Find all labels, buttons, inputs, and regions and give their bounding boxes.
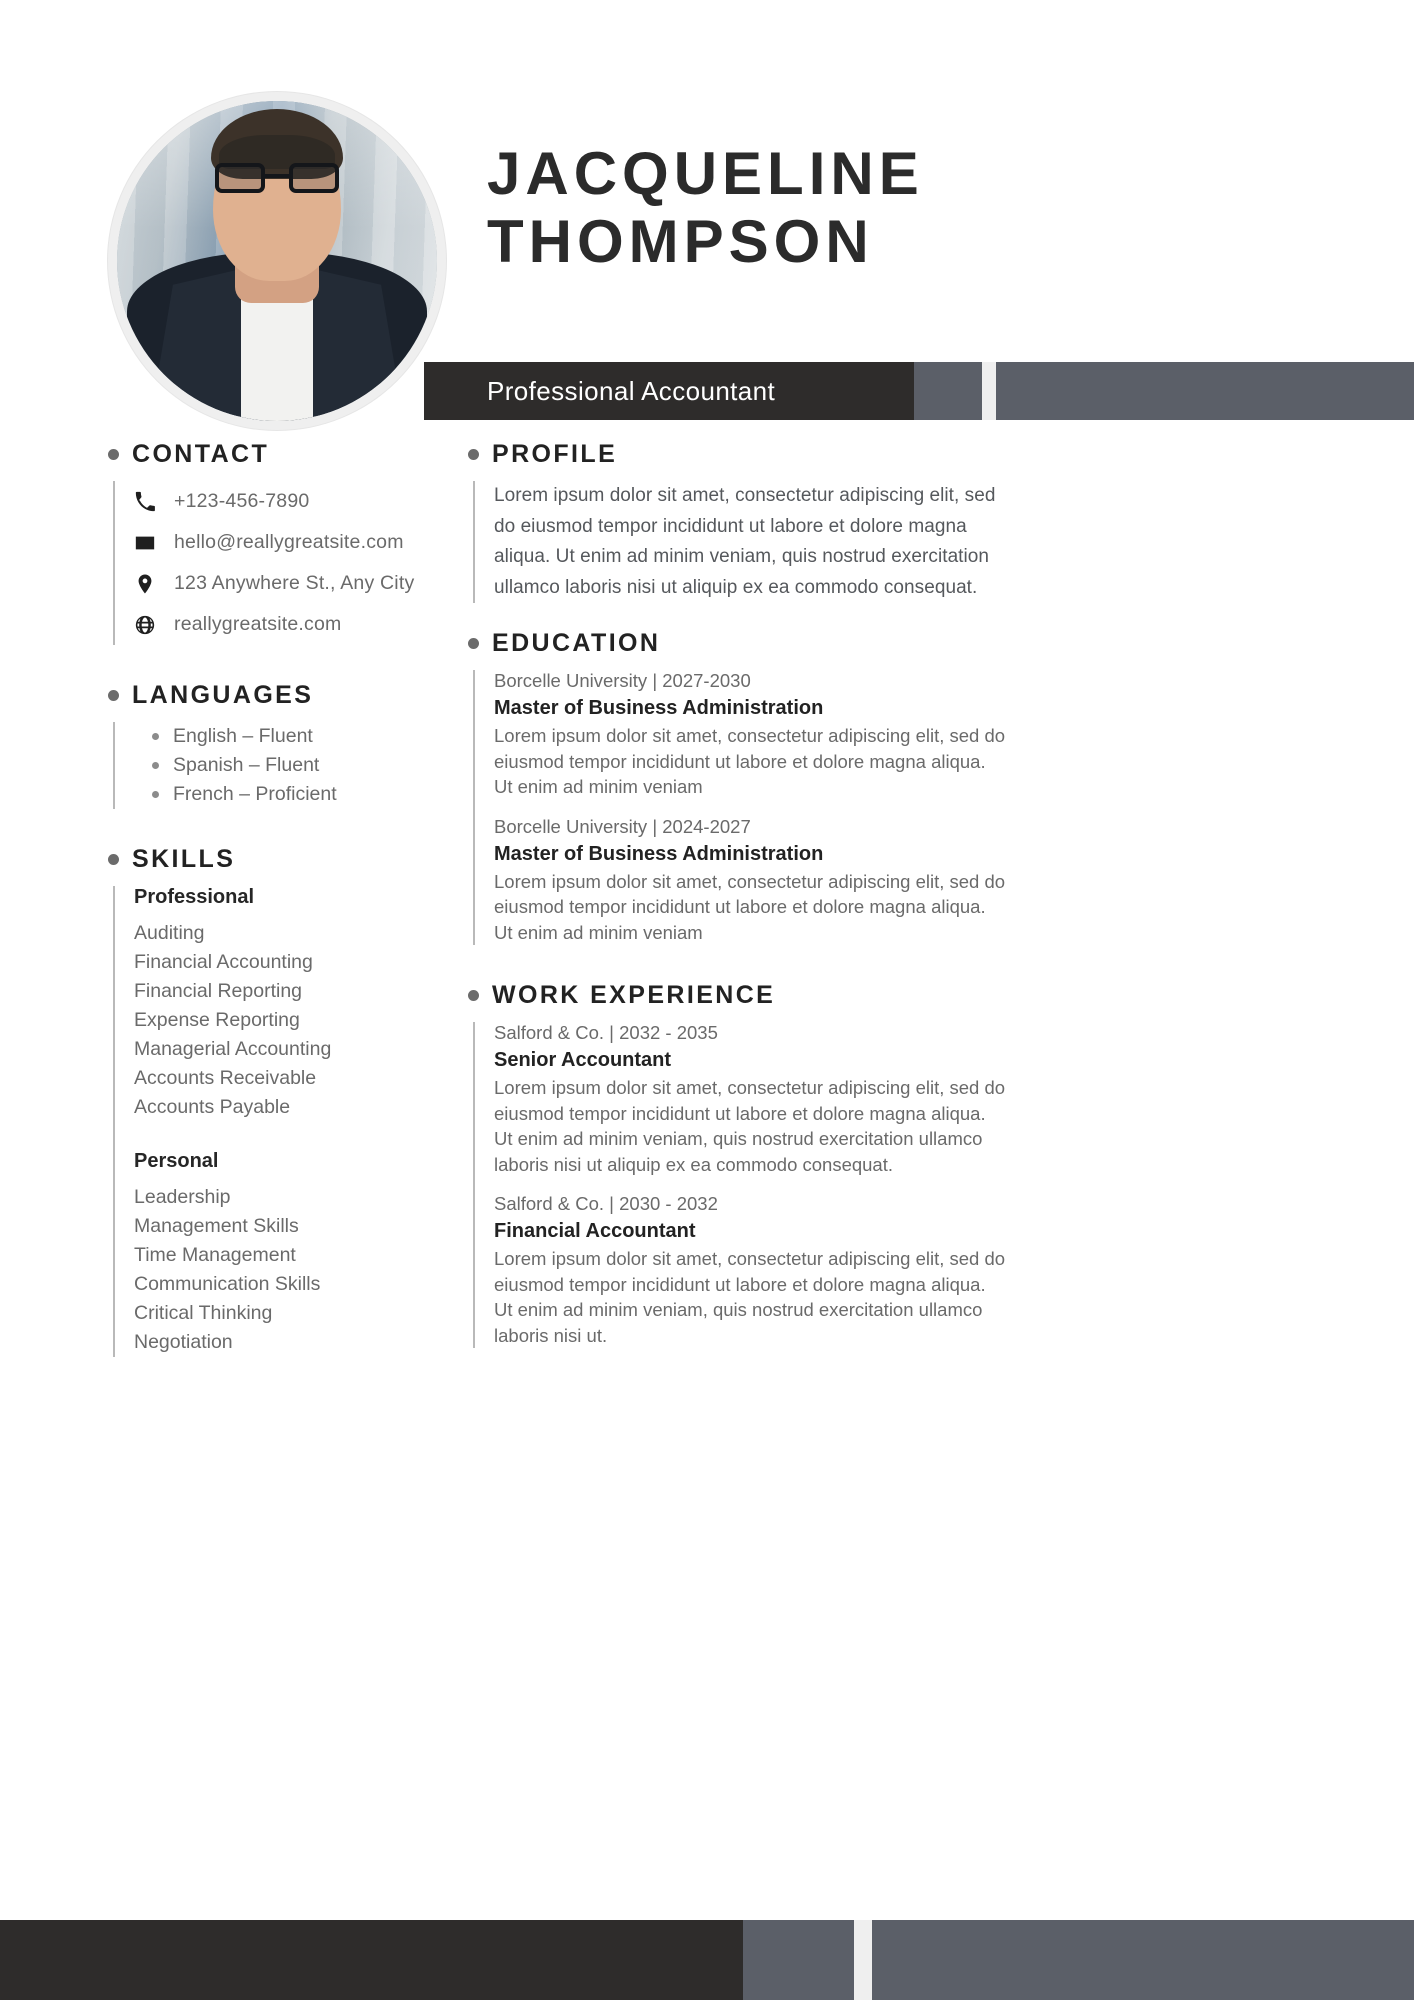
list-item: Financial Reporting: [134, 980, 303, 1002]
list-item: Negotiation: [134, 1331, 233, 1353]
bullet-icon: [152, 762, 159, 769]
spacer: [108, 815, 458, 845]
bullet-icon: [152, 733, 159, 740]
contact-item-website[interactable]: [134, 604, 458, 645]
bullet-icon: [152, 791, 159, 798]
section-work-experience: [468, 981, 1008, 1348]
section-contact: [108, 440, 458, 645]
education-degree: Master of Business Administration: [494, 842, 824, 865]
education-heading-label: EDUCATION: [492, 629, 661, 657]
list-item: Expense Reporting: [134, 1009, 300, 1031]
profile-heading-label: PROFILE: [492, 440, 618, 468]
location-pin-icon: [134, 573, 156, 595]
language-label: French – Proficient: [173, 783, 337, 805]
contact-address-value: 123 Anywhere St., Any City: [174, 572, 415, 594]
bullet-dot-icon: [468, 449, 479, 460]
bullet-dot-icon: [108, 449, 119, 460]
section-languages: [108, 681, 458, 809]
list-item: Leadership: [134, 1186, 231, 1208]
work-meta: Salford & Co. | 2032 - 2035: [494, 1022, 718, 1043]
work-description: Lorem ipsum dolor sit amet, consectetur adipiscing elit, sed do eiusmod tempor incididunt ut labore et dolore magna aliqua. Ut enim ad minim veniam, quis nostrud exercitation ullamco laboris nisi ut.: [494, 1248, 1006, 1346]
list-item: [134, 751, 458, 780]
contact-item-phone[interactable]: [134, 481, 458, 522]
profile-body: [473, 481, 1008, 603]
work-experience-heading-label: WORK EXPERIENCE: [492, 981, 776, 1009]
work-meta: Salford & Co. | 2030 - 2032: [494, 1193, 718, 1214]
list-item: Critical Thinking: [134, 1302, 273, 1324]
list-item: Communication Skills: [134, 1273, 321, 1295]
language-label: English – Fluent: [173, 725, 313, 747]
skills-group-title: Professional: [134, 886, 255, 908]
list-item: Accounts Receivable: [134, 1067, 317, 1089]
work-description: Lorem ipsum dolor sit amet, consectetur adipiscing elit, sed do eiusmod tempor incididunt ut labore et dolore magna aliqua. Ut enim ad minim veniam, quis nostrud exercitation ullamco laboris nisi ut aliquip ex ea commodo consequat.: [494, 1077, 1006, 1175]
languages-list: [113, 722, 458, 809]
contact-website-value: reallygreatsite.com: [174, 613, 342, 635]
list-item: Time Management: [134, 1244, 296, 1266]
work-entry: [494, 1022, 1008, 1177]
envelope-icon: [134, 532, 156, 554]
languages-heading: [108, 681, 458, 710]
language-label: Spanish – Fluent: [173, 754, 320, 776]
education-meta: Borcelle University | 2024-2027: [494, 815, 751, 837]
languages-heading-label: LANGUAGES: [132, 681, 314, 709]
work-experience-list: [473, 1022, 1008, 1348]
education-list: [473, 670, 1008, 945]
list-item: Auditing: [134, 922, 205, 944]
contact-item-address[interactable]: [134, 563, 458, 604]
skills-heading: [108, 845, 458, 874]
bullet-dot-icon: [468, 990, 479, 1001]
footer-accent-block-2: [872, 1920, 1414, 2000]
spacer: [134, 1122, 458, 1144]
list-item: Managerial Accounting: [134, 1038, 332, 1060]
work-experience-heading: [468, 981, 1008, 1010]
skills-heading-label: SKILLS: [132, 845, 236, 873]
last-name: THOMPSON: [487, 208, 874, 276]
contact-list: [113, 481, 458, 645]
footer-dark-block: [0, 1920, 743, 2000]
list-item: Management Skills: [134, 1215, 299, 1237]
spacer: [468, 609, 1008, 629]
education-meta: Borcelle University | 2027-2030: [494, 670, 751, 691]
job-title-text: Professional Accountant: [487, 375, 776, 406]
skills-list: [113, 886, 458, 1357]
work-entry: [494, 1193, 1008, 1348]
footer-accent-block-1: [743, 1920, 854, 2000]
profile-heading: [468, 440, 1008, 469]
section-skills: [108, 845, 458, 1357]
phone-icon: [134, 491, 156, 513]
job-title-bar: [424, 362, 914, 420]
contact-item-email[interactable]: [134, 522, 458, 563]
photo-glasses: [215, 163, 339, 193]
resume-header: [0, 0, 1414, 440]
contact-email-value: hello@reallygreatsite.com: [174, 531, 404, 553]
work-role: Financial Accountant: [494, 1220, 696, 1242]
banner-accent-block-2: [996, 362, 1414, 420]
right-column: [468, 440, 1008, 1364]
contact-heading-label: CONTACT: [132, 440, 270, 468]
page-title: [487, 140, 1367, 277]
spacer: [468, 961, 1008, 981]
education-description: Lorem ipsum dolor sit amet, consectetur adipiscing elit, sed do eiusmod tempor incididunt ut labore et dolore magna aliqua. Ut enim ad minim veniam: [494, 870, 1006, 943]
globe-icon: [134, 614, 156, 636]
banner-gap: [982, 362, 996, 420]
list-item: Accounts Payable: [134, 1096, 291, 1118]
education-degree: Master of Business Administration: [494, 697, 824, 719]
skills-group-title: Personal: [134, 1150, 219, 1172]
education-description: Lorem ipsum dolor sit amet, consectetur adipiscing elit, sed do eiusmod tempor incididunt ut labore et dolore magna aliqua. Ut enim ad minim veniam: [494, 725, 1006, 797]
bullet-dot-icon: [108, 854, 119, 865]
work-role: Senior Accountant: [494, 1049, 672, 1071]
list-item: [134, 722, 458, 751]
section-profile: [468, 440, 1008, 603]
bullet-dot-icon: [108, 690, 119, 701]
contact-heading: [108, 440, 458, 469]
first-name: JACQUELINE: [487, 140, 924, 207]
section-education: [468, 629, 1008, 945]
footer-banner: [0, 1920, 1414, 2000]
contact-phone-value: +123-456-7890: [174, 490, 310, 512]
list-item: Financial Accounting: [134, 951, 313, 973]
footer-gap: [854, 1920, 872, 2000]
banner-accent-block-1: [914, 362, 982, 420]
list-item: [134, 780, 458, 809]
spacer: [108, 651, 458, 681]
left-column: [108, 440, 458, 1363]
bullet-dot-icon: [468, 638, 479, 649]
education-entry: [494, 670, 1008, 800]
profile-text: Lorem ipsum dolor sit amet, consectetur adipiscing elit, sed do eiusmod tempor incididunt ut labore et dolore magna aliqua. Ut enim ad minim veniam, quis nostrud exercitation ullamco laboris nisi ut aliquip ex ea commodo consequat.: [494, 485, 996, 598]
education-entry: [494, 816, 1008, 946]
job-title-banner: [0, 362, 1414, 420]
education-heading: [468, 629, 1008, 658]
